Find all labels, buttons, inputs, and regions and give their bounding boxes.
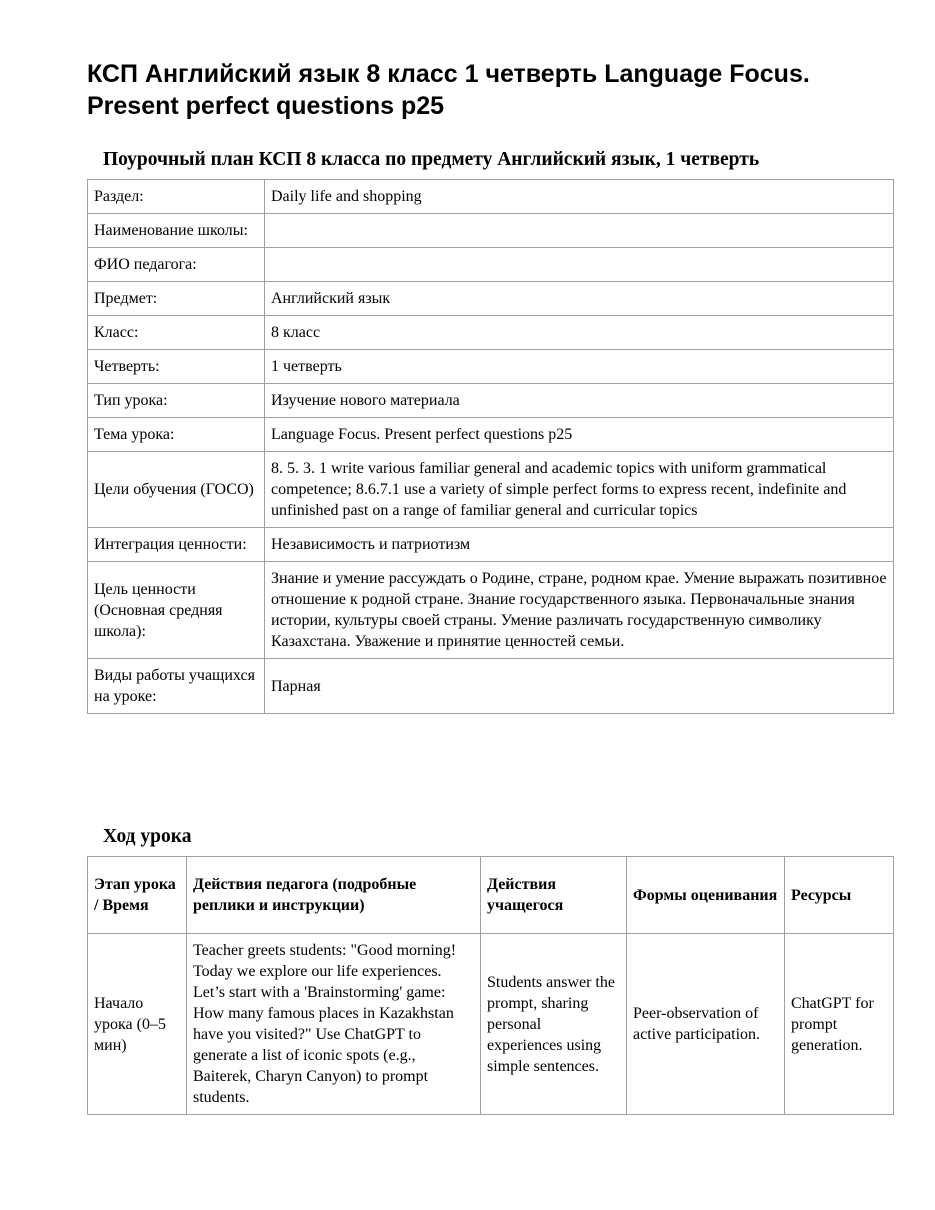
row-value: Изучение нового материала — [265, 384, 894, 418]
row-value: 8 класс — [265, 316, 894, 350]
table-row — [88, 282, 894, 316]
cell-teacher-actions: Teacher greets students: "Good morning! Today we explore our life experiences. Let’s start with a 'Brainstorming' game: How many famous places in Kazakhstan have you visited?" Use ChatGPT to generate a list of iconic spots (e.g., Baiterek, Charyn Canyon) to prompt students. — [187, 934, 481, 1115]
column-header-resources: Ресурсы — [785, 857, 894, 934]
row-label: Интеграция ценности: — [88, 528, 265, 562]
column-header-student-actions: Действия учащегося — [481, 857, 627, 934]
row-label: Предмет: — [88, 282, 265, 316]
cell-student-actions: Students answer the prompt, sharing personal experiences using simple sentences. — [481, 934, 627, 1115]
plan-heading: Поурочный план КСП 8 класса по предмету Английский язык, 1 четверть — [103, 149, 760, 170]
row-label: Класс: — [88, 316, 265, 350]
cell-stage: Начало урока (0–5 мин) — [88, 934, 187, 1115]
row-label: Раздел: — [88, 180, 265, 214]
table-row — [88, 418, 894, 452]
table-row — [88, 934, 894, 1115]
row-value: Language Focus. Present perfect questions p25 — [265, 418, 894, 452]
row-label: Цель ценности (Основная средняя школа): — [88, 562, 265, 659]
row-value — [265, 214, 894, 248]
lesson-progress-heading: Ход урока — [103, 826, 192, 847]
row-value: Английский язык — [265, 282, 894, 316]
table-row — [88, 452, 894, 528]
table-row — [88, 659, 894, 714]
cell-resources: ChatGPT for prompt generation. — [785, 934, 894, 1115]
row-label: Тип урока: — [88, 384, 265, 418]
column-header-assessment: Формы оценивания — [627, 857, 785, 934]
row-label: Цели обучения (ГОСО) — [88, 452, 265, 528]
table-row — [88, 350, 894, 384]
lesson-info-table — [87, 179, 894, 714]
row-value — [265, 248, 894, 282]
table-row — [88, 248, 894, 282]
table-row — [88, 180, 894, 214]
row-label: Четверть: — [88, 350, 265, 384]
row-label: Наименование школы: — [88, 214, 265, 248]
row-label: ФИО педагога: — [88, 248, 265, 282]
row-value: Знание и умение рассуждать о Родине, стране, родном крае. Умение выражать позитивное отношение к родной стране. Знание государственного языка. Первоначальные знания истории, культуры своей страны. Умение различать государственную символику Казахстана. Уважение и принятие ценностей семьи. — [265, 562, 894, 659]
table-row — [88, 528, 894, 562]
row-label: Тема урока: — [88, 418, 265, 452]
row-value: 8. 5. 3. 1 write various familiar general and academic topics with uniform grammatical competence; 8.6.7.1 use a variety of simple perfect forms to express recent, indefinite and unfinished past on a range of familiar general and curricular topics — [265, 452, 894, 528]
row-value: 1 четверть — [265, 350, 894, 384]
document-title: КСП Английский язык 8 класс 1 четверть Language Focus. Present perfect questions p25 — [87, 60, 810, 120]
table-header-row — [88, 857, 894, 934]
row-label: Виды работы учащихся на уроке: — [88, 659, 265, 714]
column-header-teacher-actions: Действия педагога (подробные реплики и инструкции) — [187, 857, 481, 934]
table-row — [88, 562, 894, 659]
column-header-stage: Этап урока / Время — [88, 857, 187, 934]
table-row — [88, 384, 894, 418]
lesson-progress-table — [87, 856, 894, 1115]
row-value: Парная — [265, 659, 894, 714]
cell-assessment: Peer-observation of active participation. — [627, 934, 785, 1115]
row-value: Независимость и патриотизм — [265, 528, 894, 562]
table-row — [88, 214, 894, 248]
row-value: Daily life and shopping — [265, 180, 894, 214]
table-row — [88, 316, 894, 350]
